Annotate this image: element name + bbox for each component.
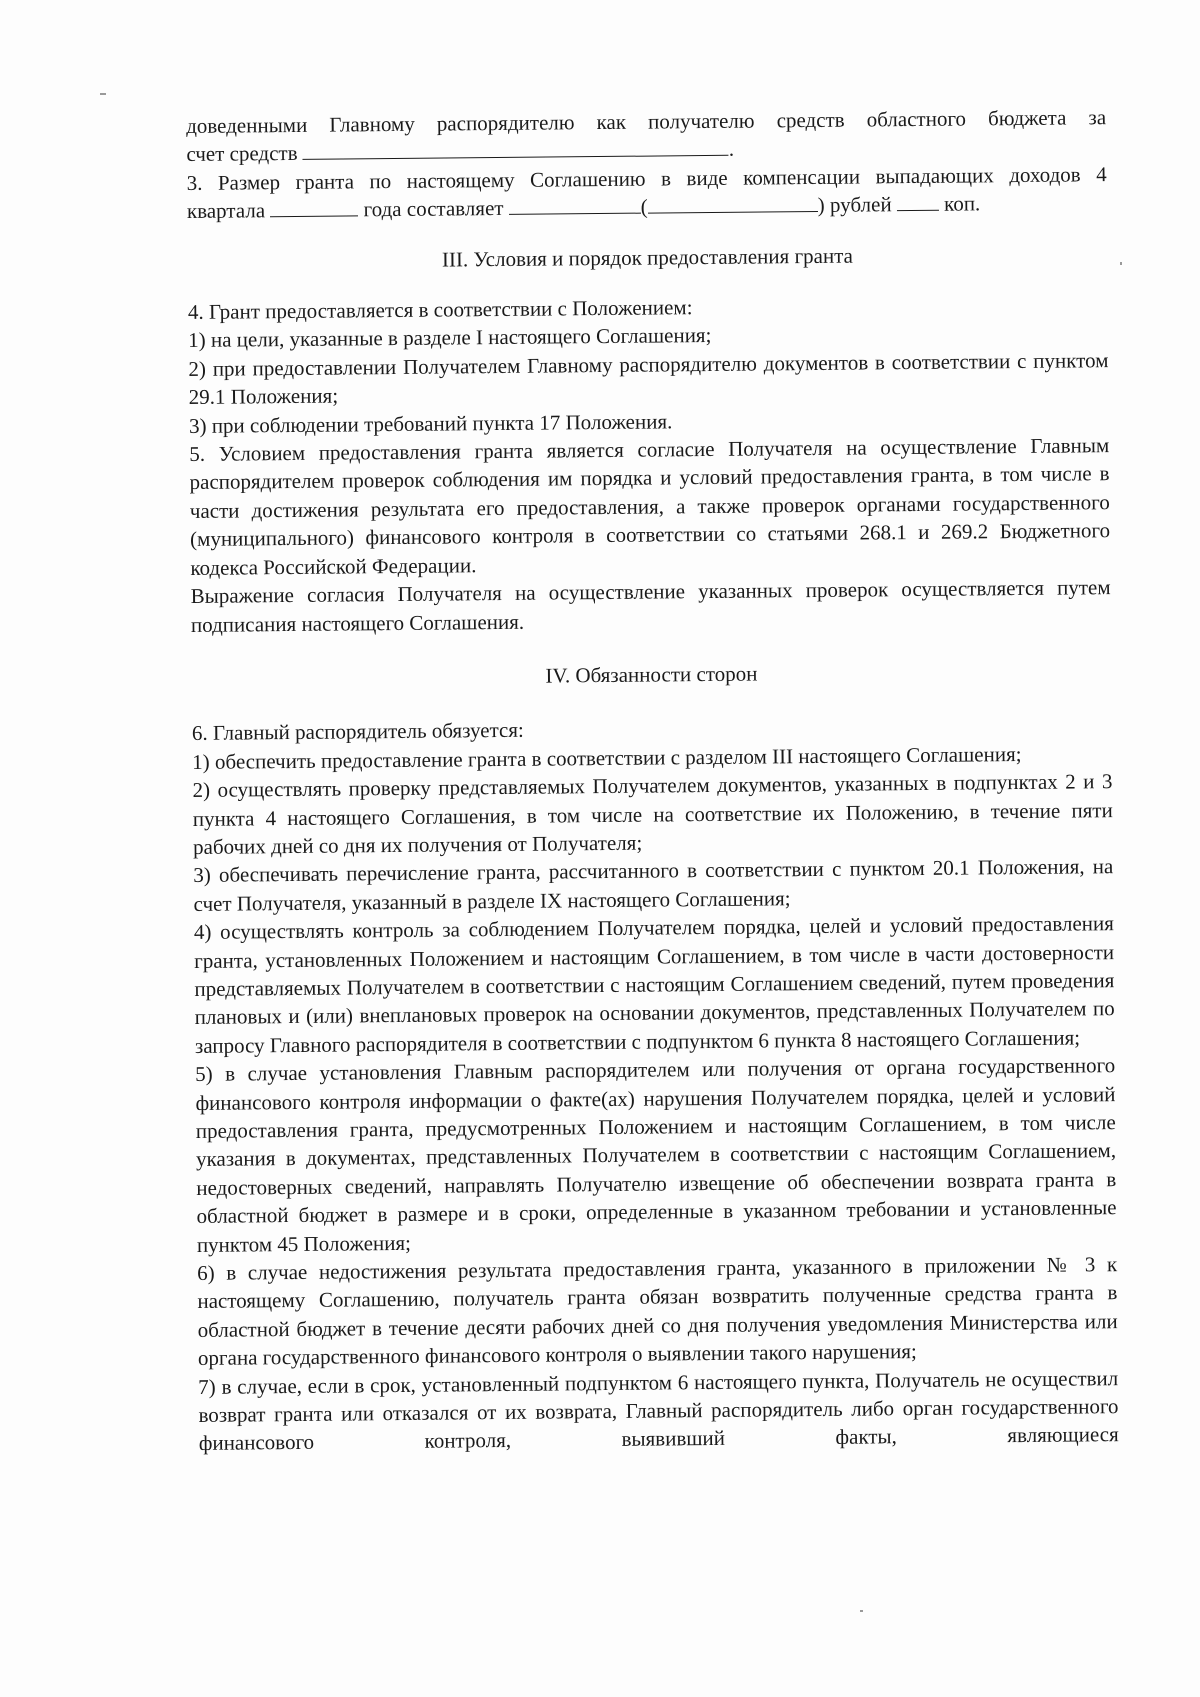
paragraph-4-item-3: 3) при соблюдении требований пункта 17 Положения. [188,409,673,438]
paragraph-6-item-6: 6) в случае недостижения результата предоставления гранта, указанного в приложении № 3 к настоящему Соглашению, получатель гранта обязан возвратить полученные средства гранта в областной бюджет в течение десяти рабочих дней со дня получения уведомления Министерства или органа государственного финансового контроля о выявлении такого нарушения; [197,1252,1118,1371]
year-blank [270,197,358,218]
paragraph-4-intro: 4. Грант предоставляется в соответствии с Положением: [187,295,693,325]
paragraph-continuation: доведенными Главному распорядителю как получателю средств областного бюджета за [186,105,1107,138]
paragraph-6-item-2: 2) осуществлять проверку представляемых Получателем документов, указанных в подпунктах 2 и 3 пункта 4 настоящего Соглашения, в том числе на соответствие их Положению, в течение пяти рабочих дней со дня их получения от Получателя; [192,769,1113,859]
paragraph-6-item-7: 7) в случае, если в срок, установленный подпунктом 6 настоящего пункта, Получатель не осуществил возврат гранта или отказался от их возврата, Главный распорядитель либо орган государственного финансового контроля, выявивший факты, являющиеся [198,1365,1119,1456]
scan-speck [1120,262,1122,265]
kopecks-label: коп. [944,191,981,216]
section-heading-obligations: IV. Обязанности сторон [545,661,758,688]
funding-source-period: . [728,137,735,162]
paragraph-6-intro: 6. Главный распорядитель обязуется: [191,718,524,746]
section-heading-conditions: III. Условия и порядок предоставления гранта [441,243,854,272]
amount-digits-blank [509,194,641,215]
rubles-label: ) рублей [817,192,892,218]
amount-open-paren: ( [640,194,648,219]
funding-source-label: счет средств [186,141,298,167]
paragraph-5: 5. Условием предоставления гранта является согласие Получателя на осуществление Главным распорядителем проверок соблюдения им порядка и условий предоставления гранта, в том числе в части достижения результата его предоставления, а также проверок органами государственного (муниципального) финансового контроля в соответствии со статьями 268.1 и 269.2 Бюджетного кодекса Российской Федерации. [189,433,1111,580]
document-body [186,103,1119,1458]
quarter-label: квартала [186,198,266,224]
funding-source-blank [303,136,729,160]
scan-speck [860,1610,863,1612]
paragraph-6-item-1: 1) обеспечить предоставление гранта в соответствии с разделом III настоящего Соглашения; [192,741,1022,774]
year-label: года составляет [363,196,504,222]
paragraph-6-item-5: 5) в случае установления Главным распорядителем или получения от органа государственного финансового контроля информации о факте(ах) нарушения Получателем порядка, целей и условий предоставления гранта, предусмотренных Положением и настоящим Соглашением, в том числе указания в документах, представленных Получателем в соответствии с настоящим Соглашением, недостоверных сведений, направлять Получателю извещение об обеспечении возврата гранта в областной бюджет в размере и в сроки, определенные в указанном требовании и установленные пунктом 45 Положения; [195,1053,1117,1257]
paragraph-5-consent: Выражение согласия Получателя на осуществление указанных проверок осуществляется путем подписания настоящего Соглашения. [190,575,1111,637]
amount-words-blank [648,192,818,214]
paragraph-4-item-1: 1) на цели, указанные в разделе I настоящего Соглашения; [188,323,712,353]
kopecks-blank [897,191,939,211]
scan-speck [100,93,106,95]
paragraph-6-item-3: 3) обеспечивать перечисление гранта, рассчитанного в соответствии с пунктом 20.1 Положения, на счет Получателя, указанный в разделе IX настоящего Соглашения; [193,854,1114,916]
paragraph-6-item-4: 4) осуществлять контроль за соблюдением Получателем порядка, целей и условий предоставления гранта, установленных Положением и настоящим Соглашением, в том числе в части достоверности представляемых Получателем в соответствии с настоящим Соглашением сведений, путем проведения плановых и (или) внеплановых проверок на основании документов, представленных Получателем по запросу Главного распорядителя в соответствии с подпунктом 6 пункта 8 настоящего Соглашения; [193,911,1115,1058]
paragraph-4-item-2: 2) при предоставлении Получателем Главному распорядителю документов в соответствии с пунктом 29.1 Положения; [188,348,1109,410]
grant-size-paragraph: 3. Размер гранта по настоящему Соглашению в виде компенсации выпадающих доходов 4 [186,161,1107,195]
